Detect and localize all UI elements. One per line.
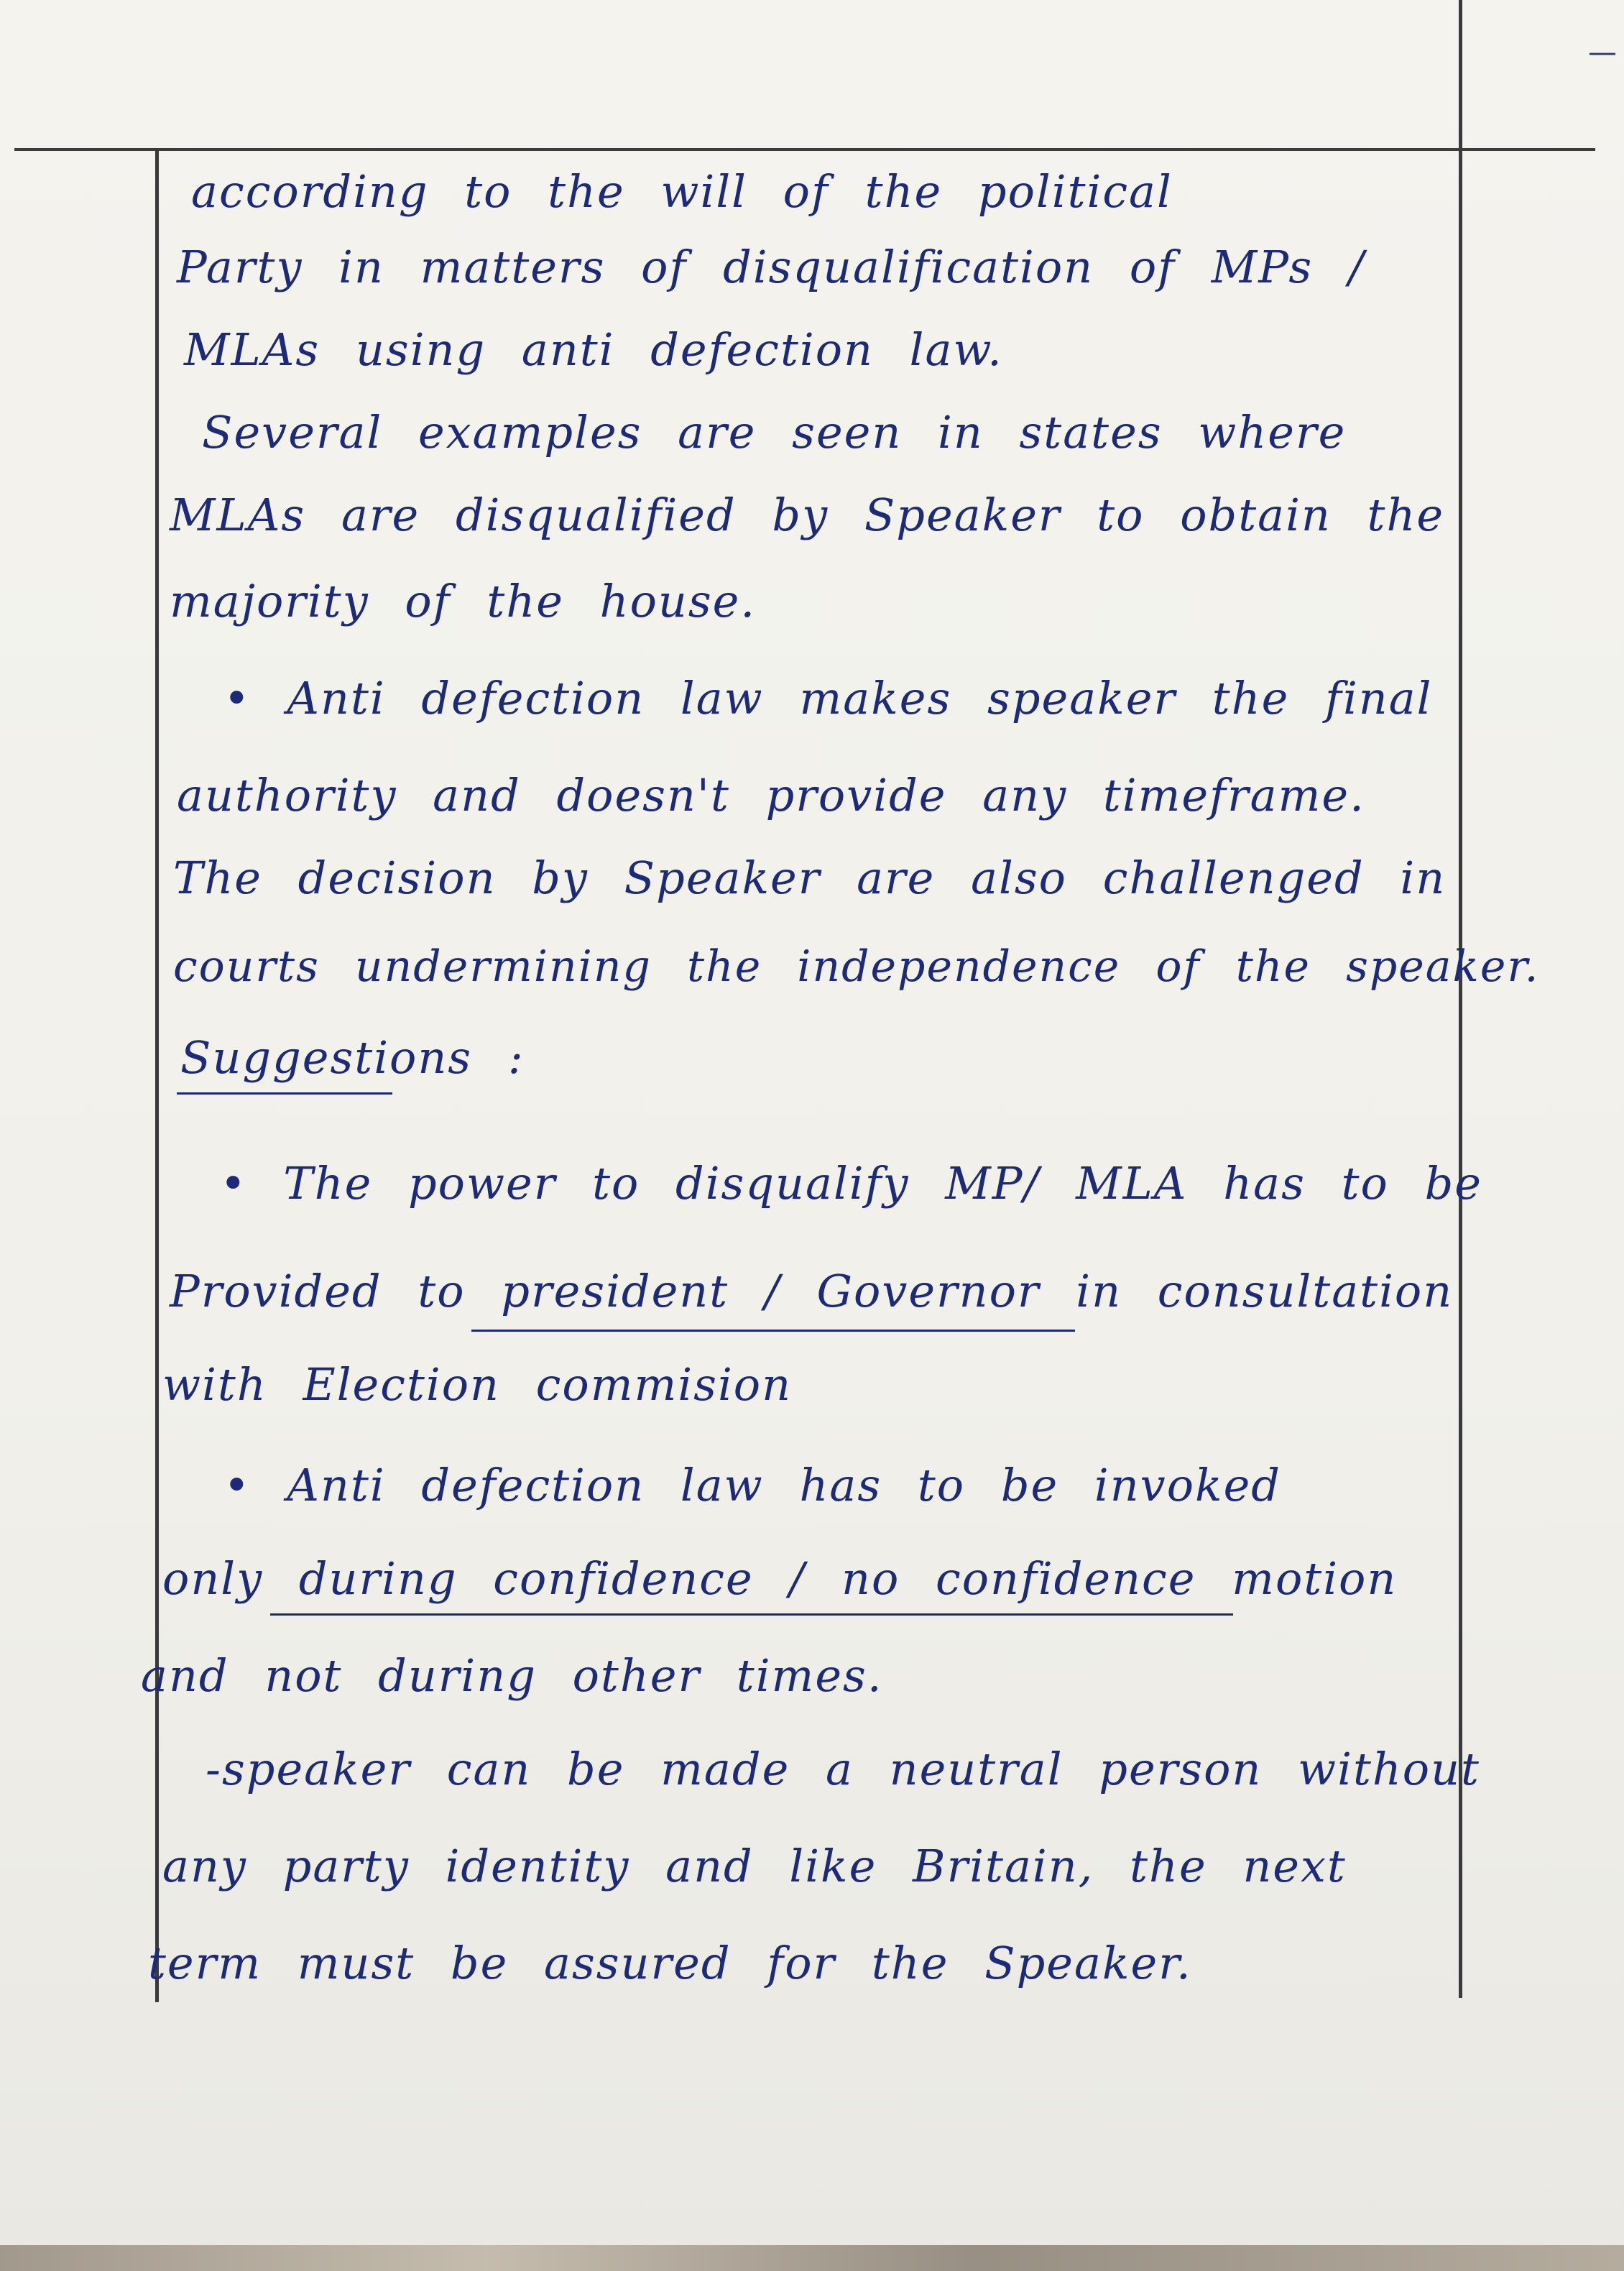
text-line: • Anti defection law makes speaker the final: [223, 672, 1433, 724]
president-underline: [471, 1330, 1075, 1332]
page-bottom-edge: [0, 2245, 1624, 2271]
top-rule-line: [14, 148, 1595, 151]
text-line: term must be assured for the Speaker.: [148, 1937, 1192, 1989]
left-margin-line: [155, 148, 159, 2002]
right-margin-line: [1459, 0, 1462, 1998]
text-line: MLAs are disqualified by Speaker to obtain the: [170, 489, 1445, 541]
text-line: majority of the house.: [170, 575, 757, 627]
text-line: only during confidence / no confidence motion: [162, 1552, 1398, 1605]
text-line: Party in matters of disqualification of MPs /: [177, 241, 1365, 293]
text-line: authority and doesn't provide any timeframe.: [177, 769, 1365, 821]
text-line: • Anti defection law has to be invoked: [223, 1459, 1281, 1511]
text-line: courts undermining the independence of the speaker.: [173, 941, 1540, 992]
suggestions-heading: Suggestions :: [180, 1031, 525, 1084]
text-line: any party identity and like Britain, the next: [162, 1840, 1347, 1892]
text-line: MLAs using anti defection law.: [184, 323, 1003, 376]
text-line: -speaker can be made a neutral person without: [206, 1743, 1480, 1795]
text-line: Provided to president / Governor in consultation: [170, 1265, 1454, 1317]
suggestions-underline: [177, 1092, 392, 1095]
text-line: with Election commision: [162, 1358, 793, 1411]
text-line: • The power to disqualify MP/ MLA has to be: [220, 1157, 1482, 1210]
text-line: according to the will of the political: [191, 165, 1173, 218]
text-line: and not during other times.: [141, 1649, 883, 1702]
text-line: Several examples are seen in states where: [202, 406, 1347, 459]
edge-mark: —: [1588, 36, 1617, 69]
confidence-underline: [270, 1613, 1233, 1616]
text-line: The decision by Speaker are also challenged in: [173, 852, 1447, 904]
